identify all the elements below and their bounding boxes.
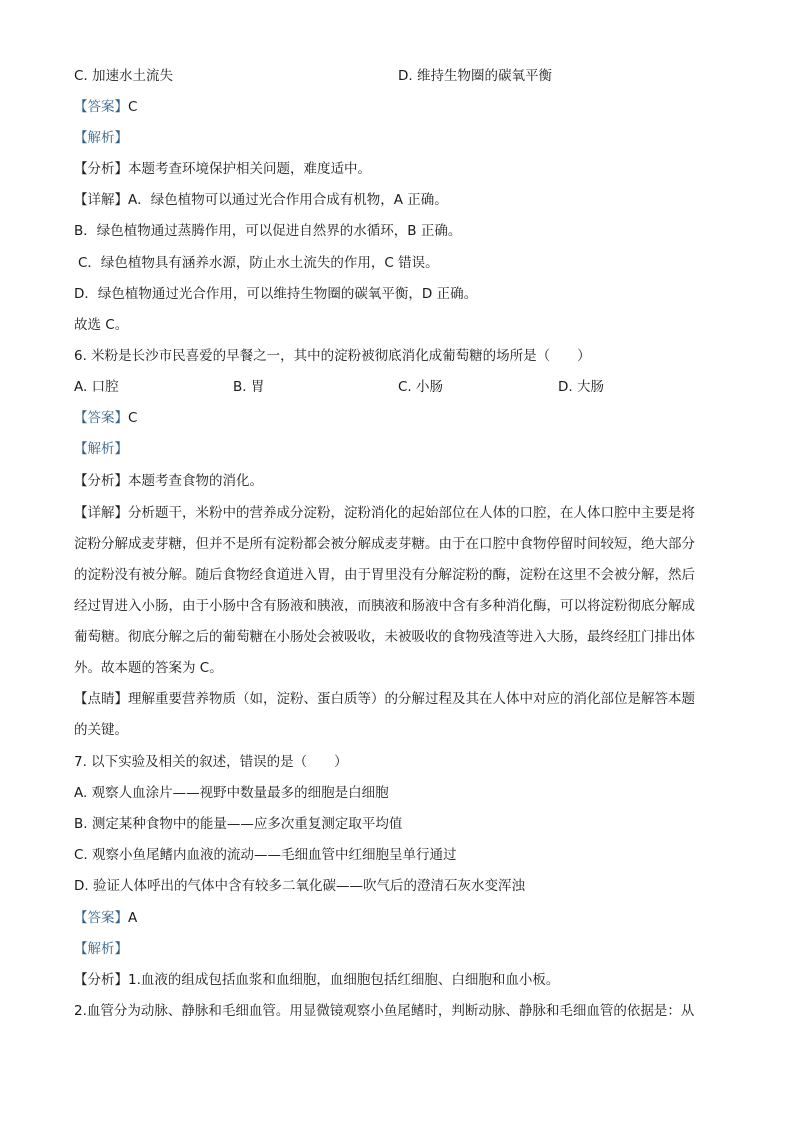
q6-fenxi-tag: 【分析】 (74, 473, 128, 489)
fenxi-line (74, 159, 722, 179)
xiangjie-tag: 【详解】 (74, 192, 128, 208)
q6-answer-tag: 【答案】 (74, 410, 128, 426)
q7-fenxi-text-1: 1.血液的组成包括血浆和血细胞，血细胞包括红细胞、白细胞和血小板。 (128, 972, 560, 988)
jiexi-tag: 【解析】 (74, 130, 128, 146)
explanation-d: D．绿色植物通过光合作用，可以维持生物圈的碳氧平衡，D 正确。 (74, 286, 478, 302)
q7-option-b: B. 测定某种食物中的能量——应多次重复测定取平均值 (74, 816, 403, 832)
q6-option-d: D. 大肠 (558, 379, 604, 395)
jiexi-line (74, 128, 722, 148)
q6-xiangjie-line-2: 淀粉分解成麦芽糖，但并不是所有淀粉都会被分解成麦芽糖。由于在口腔中食物停留时间较短，绝大部分 (74, 536, 695, 552)
q7-fenxi-tag: 【分析】 (74, 972, 128, 988)
q7-fenxi-line-1 (74, 970, 722, 990)
explanation-c: C．绿色植物具有涵养水源，防止水土流失的作用，C 错误。 (78, 255, 439, 271)
q6-answer-line (74, 408, 722, 428)
q7-jiexi-tag: 【解析】 (74, 941, 128, 957)
option-d: D. 维持生物圈的碳氧平衡 (398, 68, 552, 84)
q6-jiexi-tag: 【解析】 (74, 441, 128, 457)
q6-xiangjie-text-1: 分析题干，米粉中的营养成分淀粉，淀粉消化的起始部位在人体的口腔，在人体口腔中主要是将 (128, 505, 695, 521)
answer-line (74, 97, 722, 117)
explanation-b: B．绿色植物通过蒸腾作用，可以促进自然界的水循环，B 正确。 (74, 223, 462, 239)
q6-fenxi-line (74, 471, 722, 491)
q7-answer-tag: 【答案】 (74, 910, 128, 926)
answer-tag: 【答案】 (74, 99, 128, 115)
q6-dianjing-text-1: 理解重要营养物质（如，淀粉、蛋白质等）的分解过程及其在人体中对应的消化部位是解答本题 (128, 691, 695, 707)
q7-option-a: A. 观察人血涂片——视野中数量最多的细胞是白细胞 (74, 785, 389, 801)
q7-answer-value: A (128, 910, 138, 926)
q7-option-c: C. 观察小鱼尾鳍内血液的流动——毛细血管中红细胞呈单行通过 (74, 847, 457, 863)
q6-option-c: C. 小肠 (398, 379, 444, 395)
conclusion: 故选 C。 (74, 317, 129, 333)
q7-answer-line (74, 908, 722, 928)
q7-fenxi-line-2: 2.血管分为动脉、静脉和毛细血管。用显微镜观察小鱼尾鳍时，判断动脉、静脉和毛细血管的依据是：从 (74, 1003, 695, 1019)
q6-xiangjie-line-3: 的淀粉没有被分解。随后食物经食道进入胃，由于胃里没有分解淀粉的酶，淀粉在这里不会被分解，然后 (74, 567, 695, 583)
q6-option-a: A. 口腔 (74, 379, 119, 395)
answer-value: C (128, 99, 138, 115)
option-c: C. 加速水土流失 (74, 68, 174, 84)
q6-xiangjie-line-5: 葡萄糖。彻底分解之后的葡萄糖在小肠处会被吸收，未被吸收的食物残渣等进入大肠，最终经肛门排出体 (74, 629, 695, 645)
q6-jiexi-line (74, 439, 722, 459)
q7-jiexi-line (74, 939, 722, 959)
q6-answer-value: C (128, 410, 138, 426)
question-6-stem: 6. 米粉是长沙市民喜爱的早餐之一，其中的淀粉被彻底消化成葡萄糖的场所是（ ） (74, 348, 591, 364)
q6-xiangjie-line-6: 外。故本题的答案为 C。 (74, 660, 223, 676)
question-7-stem: 7. 以下实验及相关的叙述，错误的是（ ） (74, 754, 348, 770)
q6-xiangjie-tag: 【详解】 (74, 505, 128, 521)
q6-dianjing-line-2: 的关键。 (74, 722, 128, 738)
xiangjie-line (74, 190, 722, 210)
q6-xiangjie-line-1 (74, 503, 722, 523)
q6-option-b: B. 胃 (233, 379, 265, 395)
q6-fenxi-text: 本题考查食物的消化。 (128, 473, 263, 489)
q6-xiangjie-line-4: 经过胃进入小肠，由于小肠中含有肠液和胰液，而胰液和肠液中含有多种消化酶，可以将淀粉彻底分解成 (74, 598, 695, 614)
q6-dianjing-line-1 (74, 689, 722, 709)
q6-dianjing-tag: 【点睛】 (74, 691, 128, 707)
q7-option-d: D. 验证人体呼出的气体中含有较多二氧化碳——吹气后的澄清石灰水变浑浊 (74, 878, 525, 894)
fenxi-text: 本题考查环境保护相关问题，难度适中。 (128, 161, 371, 177)
fenxi-tag: 【分析】 (74, 161, 128, 177)
xiangjie-text: A．绿色植物可以通过光合作用合成有机物，A 正确。 (128, 192, 448, 208)
